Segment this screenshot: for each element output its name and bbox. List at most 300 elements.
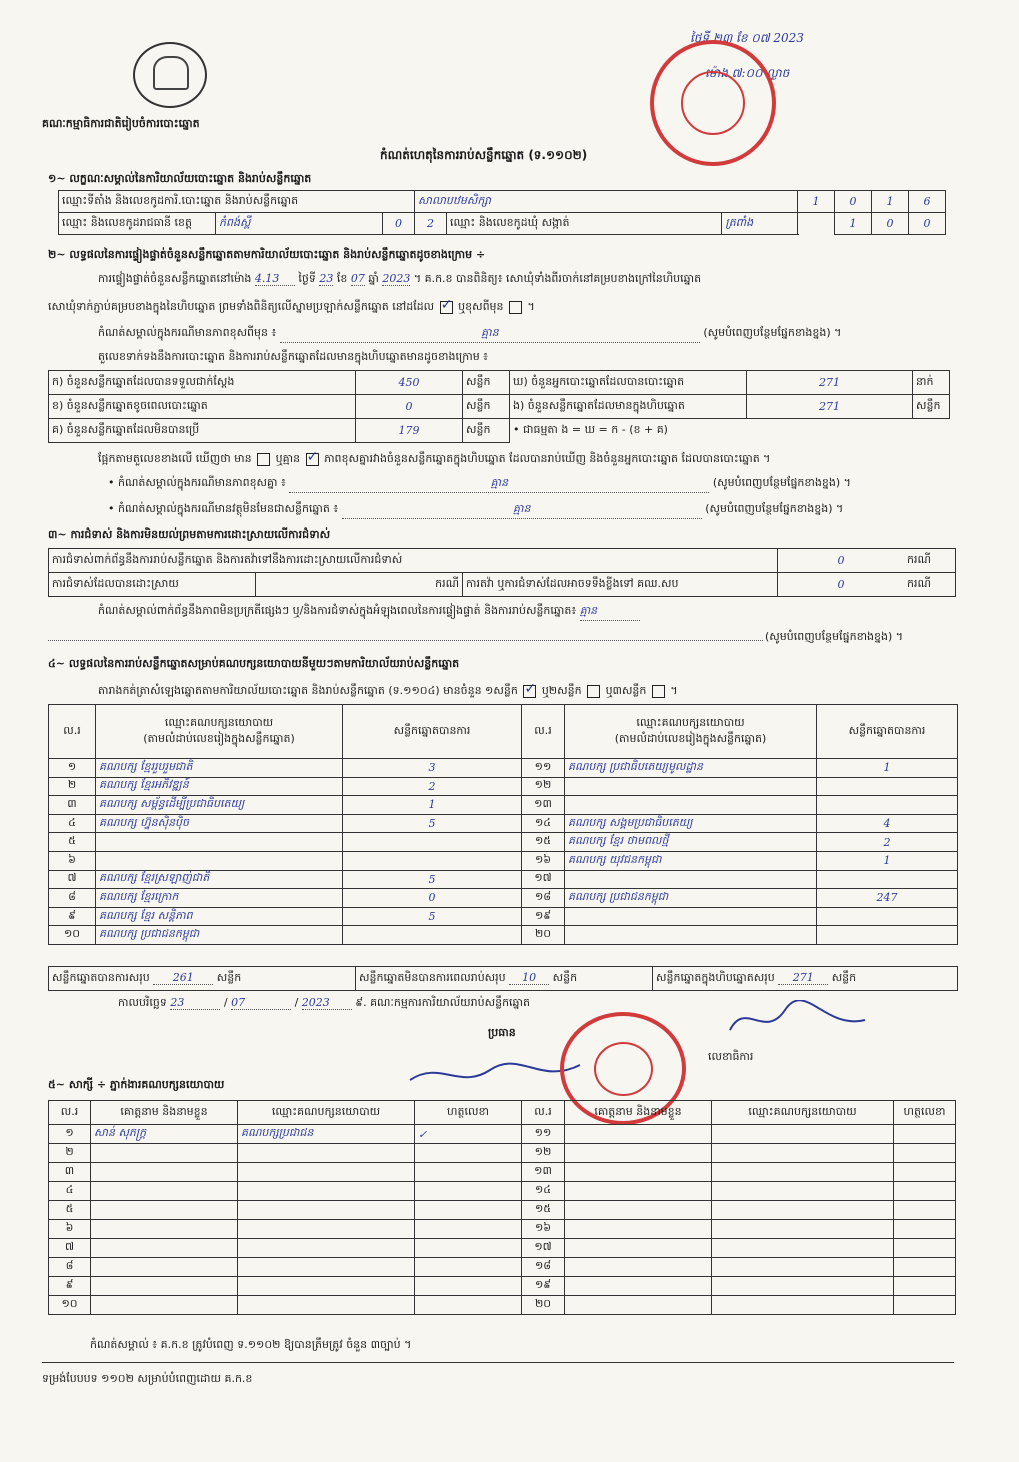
row-e-label: ង) ចំនួនសន្លឹកឆ្នោតដែលមានក្នុងហិបឆ្នោត xyxy=(510,395,747,419)
witness-row xyxy=(49,1144,956,1163)
section4-title: ៤~ លទ្ធផលនៃការរាប់សន្លឹកឆ្នោតសម្រាប់គណបក្សនយោបាយនីមួយៗតាមការិយាល័យរាប់សន្លឹកឆ្នោត xyxy=(48,657,460,670)
s1-row2-label: ឈ្មោះ និងលេខកូដរាជធានី ខេត្ត xyxy=(59,213,216,235)
s4-opt2: ឬ២សន្លឹក xyxy=(541,684,582,697)
witness-party xyxy=(712,1201,894,1220)
s1-code-cell: 2 xyxy=(415,213,447,235)
witness-row xyxy=(49,1125,956,1144)
date-month: 07 xyxy=(231,996,291,1010)
row-no: ៨ xyxy=(49,1258,91,1277)
formula: • ជាធម្មតា ង = ឃ = ក - (ខ + គ) xyxy=(513,422,668,436)
row-no: ១៥ xyxy=(522,833,565,852)
witness-signature xyxy=(415,1182,522,1201)
s2-note-value: គ្មាន xyxy=(280,326,700,343)
vote-count xyxy=(817,870,958,889)
row-no: ១១ xyxy=(522,759,565,778)
s4-date-line: កាលបរិច្ឆេទ 23 / 07 / 2023 ៩. គណៈកម្មការការិយាល័យរាប់សន្លឹកឆ្នោត xyxy=(118,996,531,1009)
s2-compare-line xyxy=(98,452,770,468)
witness-row xyxy=(49,1163,956,1182)
row-no: ១២ xyxy=(522,777,565,796)
s1-code-cell: 1 xyxy=(872,191,909,213)
witness-signature xyxy=(894,1277,956,1296)
witness-party xyxy=(238,1144,415,1163)
section2-title: ២~ លទ្ធផលនៃការផ្ទៀងផ្ទាត់ចំនួនសន្លឹកឆ្នោតតាមការិយាល័យបោះឆ្នោត និងរាប់សន្លឹកឆ្នោតដូចខាងក្រោម ÷ xyxy=(48,248,486,261)
s2-note3-value: គ្មាន xyxy=(342,502,702,519)
witness-party xyxy=(712,1182,894,1201)
row-no: ១៤ xyxy=(522,814,565,833)
result-row xyxy=(49,796,958,815)
col-party-sub: (តាមលំដាប់លេខរៀងក្នុងសន្លឹកឆ្នោត) xyxy=(614,731,767,745)
row-no: ១៣ xyxy=(522,796,565,815)
vote-count: 247 xyxy=(817,889,958,908)
col-name: គោត្តនាម និងនាមខ្លួន xyxy=(91,1101,238,1125)
s2-year-label: ឆ្នាំ xyxy=(368,272,379,285)
one-sheet-checkbox[interactable] xyxy=(523,685,536,698)
witness-party xyxy=(712,1220,894,1239)
witness-name xyxy=(565,1258,712,1277)
witness-party xyxy=(712,1144,894,1163)
result-row xyxy=(49,777,958,796)
witness-signature xyxy=(894,1220,956,1239)
date-year: 2023 xyxy=(302,996,352,1010)
witness-row xyxy=(49,1201,956,1220)
s1-code-cell: 0 xyxy=(835,191,872,213)
s3-hint: (សូមបំពេញបន្ថែមផ្នែកខាងខ្នង) ។ xyxy=(765,630,904,643)
s2-option-changed: ឬខុសពីមុន xyxy=(458,300,504,313)
s3-row1-label: ការជំទាស់ពាក់ព័ន្ធនឹងការរាប់សន្លឹកឆ្នោត និងការតវ៉ាទៅនឹងការដោះស្រាយលើការជំទាស់ xyxy=(49,549,778,573)
row-e-value: 271 xyxy=(747,395,913,419)
witness-party xyxy=(238,1220,415,1239)
s3-row2-label-b: ការតវ៉ា ឬការជំទាស់ដែលអាចទទឹងខ្លីងទៅ គឈ.សប xyxy=(463,573,778,597)
witness-party xyxy=(712,1239,894,1258)
s2-day-value: 23 xyxy=(319,272,334,285)
witness-name xyxy=(565,1296,712,1315)
col-party xyxy=(96,705,343,759)
party-name: គណបក្ស ខ្មែរ សន្តិភាព xyxy=(96,907,343,926)
top-handwritten-date: ថ្ងៃទី ២៣ ខែ ០៧ 2023 xyxy=(690,31,804,45)
witness-name xyxy=(565,1239,712,1258)
vote-count xyxy=(817,926,958,945)
col-no: ល.រ xyxy=(522,705,565,759)
total-box-unit: សន្លឹក xyxy=(831,970,857,984)
s2-sentence2: សោឃុំទាក់ភ្ជាប់គម្របខាងក្នុងនៃហិបឆ្នោត ព្រមទាំងពិនិត្យលើស្នាមប្រឡាក់សន្លឹកឆ្នោត នៅដដែល xyxy=(48,300,435,313)
row-no: ៧ xyxy=(49,1239,91,1258)
total-valid xyxy=(49,967,356,991)
s3-note-line xyxy=(98,604,640,621)
col-sign: ហត្ថលេខា xyxy=(415,1101,522,1125)
vote-count: 2 xyxy=(343,777,522,796)
s2-compare-3: ភាពខុសគ្នារវាងចំនួនសន្លឹកឆ្នោតក្នុងហិបឆ្នោត ដែលបានរាប់ឃើញ និងចំនួនអ្នកបោះឆ្នោត ដែលបានបោះឆ្នោត ។ xyxy=(324,452,771,465)
col-party-title: ឈ្មោះគណបក្សនយោបាយ xyxy=(636,715,745,729)
witness-signature xyxy=(415,1163,522,1182)
row-no: ១៩ xyxy=(522,1277,565,1296)
col-name: គោត្តនាម និងនាមខ្លួន xyxy=(565,1101,712,1125)
s1-code-cell: 0 xyxy=(383,213,415,235)
witness-row xyxy=(49,1258,956,1277)
s1-code-cell: 1 xyxy=(798,191,835,213)
witness-name xyxy=(565,1220,712,1239)
row-no: ២ xyxy=(49,1144,91,1163)
row-no: ៣ xyxy=(49,796,96,815)
col-no: ល.រ xyxy=(49,705,96,759)
s3-dotted-line xyxy=(48,640,763,641)
row-c-label: គ) ចំនួនសន្លឹកឆ្នោតដែលមិនបានប្រើ xyxy=(49,419,356,443)
witness-party xyxy=(712,1277,894,1296)
s2-time-sentence: ការផ្ទៀងផ្ទាត់ចំនួនសន្លឹកឆ្នោតនៅម៉ោង xyxy=(98,272,252,285)
witness-signature xyxy=(415,1201,522,1220)
vote-count xyxy=(343,926,522,945)
s1-row2-value: កំពង់ស្ពឺ xyxy=(216,213,383,235)
witness-party xyxy=(238,1296,415,1315)
org-name: គណៈកម្មាធិការជាតិរៀបចំការបោះឆ្នោត xyxy=(42,117,200,130)
col-party-sub: (តាមលំដាប់លេខរៀងក្នុងសន្លឹកឆ្នោត) xyxy=(143,731,295,745)
s2-month-value: 07 xyxy=(350,272,365,285)
row-c-unit: សន្លឹក xyxy=(463,419,510,443)
row-a-value: 450 xyxy=(356,371,463,395)
total-valid-unit: សន្លឹក xyxy=(216,970,242,984)
witness-signature xyxy=(894,1201,956,1220)
row-no: ១ xyxy=(49,1125,91,1144)
s1-code-cell: 6 xyxy=(909,191,946,213)
vote-count: 1 xyxy=(817,851,958,870)
footnote: កំណត់សម្គាល់ ៖ គ.ក.ខ ត្រូវបំពេញ ទ.១១០២ ឱ្យបានត្រឹមត្រូវ ចំនួន ៣ច្បាប់ ។ xyxy=(90,1338,412,1351)
s2-note-label: កំណត់សម្គាល់ក្នុងករណីមានភាពខុសពីមុន ៖ xyxy=(98,326,277,339)
s3-row1-value: 0 xyxy=(778,549,905,573)
witness-party xyxy=(238,1239,415,1258)
vote-count xyxy=(343,851,522,870)
total-valid-value: 261 xyxy=(153,971,213,985)
witness-name xyxy=(91,1258,238,1277)
result-row xyxy=(49,814,958,833)
s1-row2-label-b: ឈ្មោះ និងលេខកូដឃុំ សង្កាត់ xyxy=(447,213,722,235)
row-no: ៦ xyxy=(49,1220,91,1239)
s5-witness-table xyxy=(48,1100,956,1315)
witness-name xyxy=(565,1163,712,1182)
row-no: ១៦ xyxy=(522,851,565,870)
party-name: គណបក្ស ខ្មែរអភិវឌ្ឍន៍ xyxy=(96,777,343,796)
s2-year-value: 2023 xyxy=(382,272,411,285)
witness-name xyxy=(565,1277,712,1296)
witness-signature xyxy=(415,1144,522,1163)
bottom-form-note: ទម្រង់បែបបទ ១១០២ សម្រាប់បំពេញដោយ គ.ក.ខ xyxy=(42,1372,253,1385)
row-d-value: 271 xyxy=(747,371,913,395)
s3-note-label: កំណត់សម្គាល់ពាក់ព័ន្ធនឹងភាពមិនប្រក្រតីផ្សេងៗ ឬ/និងការជំទាស់ក្នុងអំឡុងពេលនៃការផ្ទៀងផ្ទាត់ និងការរាប់សន្លឹកឆ្នោត៖ xyxy=(98,604,577,617)
row-no: ៤ xyxy=(49,814,96,833)
row-no: ១១ xyxy=(522,1125,565,1144)
party-name xyxy=(565,796,817,815)
s2-intro-table: តួលេខទាក់ទងនឹងការបោះឆ្នោត និងការរាប់សន្លឹកឆ្នោតដែលមានក្នុងហិបឆ្នោតមានដូចខាងក្រោម ៖ xyxy=(98,350,489,363)
row-no: ១ xyxy=(49,759,96,778)
party-name: គណបក្ស ប្រជាធិបតេយ្យមូលដ្ឋាន xyxy=(565,759,817,778)
official-stamp-top xyxy=(650,40,776,166)
s1-code-cell: 1 xyxy=(835,213,872,235)
row-no: ១៩ xyxy=(522,907,565,926)
total-invalid-value: 10 xyxy=(509,971,549,985)
witness-name: សាន់ សុភក្ត្រ xyxy=(91,1125,238,1144)
witness-name xyxy=(91,1144,238,1163)
witness-party xyxy=(238,1201,415,1220)
s2-compare-1: ផ្អែកតាមតួលេខខាងលើ ឃើញថា មាន xyxy=(98,452,252,465)
total-box-label: សន្លឹកឆ្នោតក្នុងហិបឆ្នោតសរុប xyxy=(656,970,775,984)
witness-row xyxy=(49,1277,956,1296)
witness-row xyxy=(49,1182,956,1201)
witness-party xyxy=(238,1182,415,1201)
witness-signature xyxy=(894,1125,956,1144)
witness-signature xyxy=(894,1258,956,1277)
row-no: ៥ xyxy=(49,833,96,852)
result-row xyxy=(49,907,958,926)
s3-row2-label: ការជំទាស់ដែលបានដោះស្រាយ xyxy=(49,573,256,597)
row-no: ២ xyxy=(49,777,96,796)
witness-signature xyxy=(894,1296,956,1315)
witness-signature xyxy=(415,1277,522,1296)
row-no: ៥ xyxy=(49,1201,91,1220)
row-no: ១៥ xyxy=(522,1201,565,1220)
row-no: ១៧ xyxy=(522,870,565,889)
witness-party xyxy=(712,1163,894,1182)
row-no: ៤ xyxy=(49,1182,91,1201)
s2-sentence2-line: សោឃុំទាក់ភ្ជាប់គម្របខាងក្នុងនៃហិបឆ្នោត ព្រមទាំងពិនិត្យលើស្នាមប្រឡាក់សន្លឹកឆ្នោត នៅដដែល ✓ ឬខុសពីមុន ។ xyxy=(48,300,535,316)
s2-note-line xyxy=(98,326,958,343)
witness-name xyxy=(565,1182,712,1201)
vote-count: 2 xyxy=(817,833,958,852)
result-row xyxy=(49,889,958,908)
row-no: ១៧ xyxy=(522,1239,565,1258)
section3-table xyxy=(48,548,956,597)
witness-row xyxy=(49,1239,956,1258)
s3-row2-value-b: 0 xyxy=(778,573,905,597)
col-sign: ហត្ថលេខា xyxy=(894,1101,956,1125)
row-no: ១០ xyxy=(49,926,96,945)
witness-signature xyxy=(415,1239,522,1258)
witness-name xyxy=(91,1239,238,1258)
vote-count: 0 xyxy=(343,889,522,908)
witness-name xyxy=(565,1144,712,1163)
vote-count: 1 xyxy=(343,796,522,815)
s1-row1-label: ឈ្មោះទីតាំង និងលេខកូដការិ.បោះឆ្នោត និងរាប់សន្លឹកឆ្នោត xyxy=(59,191,415,213)
no-diff-checkbox[interactable] xyxy=(306,453,319,466)
vote-count xyxy=(817,907,958,926)
row-no: ៧ xyxy=(49,870,96,889)
row-no: ១៦ xyxy=(522,1220,565,1239)
col-votes: សន្លឹកឆ្នោតបានការ xyxy=(817,705,958,759)
party-name: គណបក្ស ហ្វ៊ុនស៊ិនប៉ិច xyxy=(96,814,343,833)
s2-note2-value: គ្មាន xyxy=(289,476,709,493)
row-b-unit: សន្លឹក xyxy=(463,395,510,419)
row-a-unit: សន្លឹក xyxy=(463,371,510,395)
row-b-label: ខ) ចំនួនសន្លឹកឆ្នោតខូចពេលបោះឆ្នោត xyxy=(49,395,356,419)
top-handwritten-time: ម៉ោង ៧:០០ ល្ងាច xyxy=(705,66,790,80)
changed-checkbox[interactable] xyxy=(509,301,522,314)
row-no: ៩ xyxy=(49,907,96,926)
row-no: ៦ xyxy=(49,851,96,870)
row-no: ១២ xyxy=(522,1144,565,1163)
party-name xyxy=(96,851,343,870)
party-name: គណបក្ស ខ្មែរក្រោក xyxy=(96,889,343,908)
s3-row1-unit: ករណី xyxy=(904,549,956,573)
secretary-label: លេខាធិការ xyxy=(708,1050,754,1063)
s2-note2-hint: (សូមបំពេញបន្ថែមផ្នែកខាងខ្នង) ។ xyxy=(712,476,851,489)
party-name: គណបក្ស សម្ព័ន្ធដើម្បីប្រជាធិបតេយ្យ xyxy=(96,796,343,815)
witness-party xyxy=(712,1296,894,1315)
witness-signature xyxy=(894,1144,956,1163)
party-name: គណបក្ស ខ្មែរស្រឡាញ់ជាតិ xyxy=(96,870,343,889)
s1-code-cell: 0 xyxy=(872,213,909,235)
s2-day-label: ថ្ងៃទី xyxy=(298,272,316,285)
row-no: ២០ xyxy=(522,1296,565,1315)
col-party xyxy=(565,705,817,759)
total-invalid-unit: សន្លឹក xyxy=(552,970,578,984)
row-d-unit: នាក់ xyxy=(913,371,950,395)
witness-name xyxy=(91,1182,238,1201)
vote-count xyxy=(343,833,522,852)
s2-sentence-tail: ។ គ.ក.ខ បានពិនិត្យ៖ សោឃុំទាំងពីរចាក់នៅគម្របខាងក្រៅនៃហិបឆ្នោត xyxy=(413,272,702,285)
witness-row xyxy=(49,1220,956,1239)
witness-name xyxy=(91,1277,238,1296)
col-no: ល.រ xyxy=(522,1101,565,1125)
same-checkbox[interactable] xyxy=(440,301,453,314)
party-name: គណបក្ស យុវជនកម្ពុជា xyxy=(565,851,817,870)
total-valid-label: សន្លឹកឆ្នោតបានការសរុប xyxy=(52,970,150,984)
vote-count: 3 xyxy=(343,759,522,778)
s2-note3-label: • កំណត់សម្គាល់ក្នុងករណីមានវត្ថុមិនមែនជាសន្លឹកឆ្នោត ៖ xyxy=(108,502,339,515)
date-label: កាលបរិច្ឆេទ xyxy=(118,996,167,1009)
date-day: 23 xyxy=(170,996,220,1010)
s1-row1-value: សាលាបឋមសិក្សា xyxy=(415,191,798,213)
vote-count xyxy=(817,777,958,796)
party-name xyxy=(565,907,817,926)
row-no: ១៨ xyxy=(522,1258,565,1277)
witness-name xyxy=(565,1201,712,1220)
row-no: ១០ xyxy=(49,1296,91,1315)
witness-name xyxy=(91,1201,238,1220)
section1-table xyxy=(58,190,946,235)
vote-count: 5 xyxy=(343,870,522,889)
s2-note3-line xyxy=(108,502,843,519)
two-sheet-checkbox[interactable] xyxy=(587,685,600,698)
party-name: គណបក្ស ប្រជាជនកម្ពុជា xyxy=(96,926,343,945)
s2-note3-hint: (សូមបំពេញបន្ថែមផ្នែកខាងខ្នង) ។ xyxy=(705,502,844,515)
vote-count: 1 xyxy=(817,759,958,778)
party-name xyxy=(565,926,817,945)
witness-signature xyxy=(415,1296,522,1315)
s2-note2-line xyxy=(108,476,851,493)
result-row xyxy=(49,926,958,945)
witness-signature xyxy=(415,1220,522,1239)
total-box xyxy=(653,967,958,991)
has-diff-checkbox[interactable] xyxy=(257,453,270,466)
s2-figures-table xyxy=(48,370,950,443)
vote-count: 4 xyxy=(817,814,958,833)
s4-intro: តារាងកត់ត្រាសំឡេងឆ្នោតតាមការិយាល័យបោះឆ្នោត និងរាប់សន្លឹកឆ្នោត (ទ.១១០៤) មានចំនួន ១សន្លឹក xyxy=(98,684,518,697)
s4-results-table xyxy=(48,704,958,945)
emblem-logo xyxy=(133,42,207,108)
row-d-label: ឃ) ចំនួនអ្នកបោះឆ្នោតដែលបានបោះឆ្នោត xyxy=(510,371,747,395)
row-b-value: 0 xyxy=(356,395,463,419)
row-no: ៨ xyxy=(49,889,96,908)
vote-count xyxy=(817,796,958,815)
total-box-value: 271 xyxy=(778,971,828,985)
doc-title: កំណត់ហេតុនៃការរាប់សន្លឹកឆ្នោត (ទ.១១០២) xyxy=(380,148,588,162)
committee-label: ៩. គណៈកម្មការការិយាល័យរាប់សន្លឹកឆ្នោត xyxy=(355,996,531,1009)
total-invalid xyxy=(356,967,653,991)
witness-signature: ✓ xyxy=(415,1125,522,1144)
s4-totals xyxy=(48,966,958,991)
col-party: ឈ្មោះគណបក្សនយោបាយ xyxy=(238,1101,415,1125)
s2-time-value: 4.13 xyxy=(255,272,295,286)
party-name: គណបក្ស ប្រជាជនកម្ពុជា xyxy=(565,889,817,908)
result-row xyxy=(49,833,958,852)
row-no: ៩ xyxy=(49,1277,91,1296)
witness-signature xyxy=(415,1258,522,1277)
col-no: ល.រ xyxy=(49,1101,91,1125)
witness-name xyxy=(91,1163,238,1182)
s3-row2-unit: ករណី xyxy=(256,573,463,597)
witness-signature xyxy=(894,1239,956,1258)
witness-signature xyxy=(894,1163,956,1182)
row-a-label: ក) ចំនួនសន្លឹកឆ្នោតដែលបានទទួលជាក់ស្តែង xyxy=(49,371,356,395)
s4-intro-line: តារាងកត់ត្រាសំឡេងឆ្នោតតាមការិយាល័យបោះឆ្នោត និងរាប់សន្លឹកឆ្នោត (ទ.១១០៤) មានចំនួន ១សន្លឹក ✓ ឬ២សន្លឹក ឬ៣សន្លឹក ។ xyxy=(98,684,678,700)
s1-row2-value-b: ត្រពាំង xyxy=(722,213,798,235)
party-name: គណបក្ស ខ្មែរ ថាមពលថ្មី xyxy=(565,833,817,852)
witness-name xyxy=(91,1220,238,1239)
witness-party: គណបក្សប្រជាជន xyxy=(238,1125,415,1144)
s3-row2-unit-b: ករណី xyxy=(904,573,956,597)
witness-party xyxy=(238,1277,415,1296)
party-name xyxy=(565,870,817,889)
witness-name xyxy=(91,1296,238,1315)
s3-note-value: គ្មាន xyxy=(580,604,640,621)
result-row xyxy=(49,851,958,870)
s2-month-label: ខែ xyxy=(336,272,348,285)
s2-note-hint: (សូមបំពេញបន្ថែមផ្នែកខាងខ្នង) ។ xyxy=(703,326,842,339)
col-party: ឈ្មោះគណបក្សនយោបាយ xyxy=(712,1101,894,1125)
total-invalid-label: សន្លឹកឆ្នោតមិនបានការពេលរាប់សរុប xyxy=(359,970,506,984)
witness-party xyxy=(238,1258,415,1277)
witness-row xyxy=(49,1296,956,1315)
s2-time-line xyxy=(98,272,968,288)
section1-title: ១~ លក្ខណៈសម្គាល់នៃការិយាល័យបោះឆ្នោត និងរាប់សន្លឹកឆ្នោត xyxy=(48,172,312,185)
s2-compare-2: ឬគ្មាន xyxy=(275,452,301,465)
party-name: គណបក្ស សង្គមប្រជាធិបតេយ្យ xyxy=(565,814,817,833)
secretary-signature xyxy=(725,1000,875,1040)
result-row xyxy=(49,759,958,778)
three-sheet-checkbox[interactable] xyxy=(652,685,665,698)
s4-opt3: ឬ៣សន្លឹក xyxy=(605,684,647,697)
witness-party xyxy=(712,1258,894,1277)
s2-note2-label: • កំណត់សម្គាល់ក្នុងករណីមានភាពខុសគ្នា ៖ xyxy=(108,476,286,489)
party-name xyxy=(565,777,817,796)
witness-party xyxy=(712,1125,894,1144)
row-no: ២០ xyxy=(522,926,565,945)
row-c-value: 179 xyxy=(356,419,463,443)
row-no: ១៣ xyxy=(522,1163,565,1182)
s1-code-cell: 0 xyxy=(909,213,946,235)
section3-title: ៣~ ការជំទាស់ និងការមិនយល់ព្រមតាមការដោះស្រាយលើការជំទាស់ xyxy=(48,528,331,541)
row-no: ១៤ xyxy=(522,1182,565,1201)
row-no: ៣ xyxy=(49,1163,91,1182)
section5-title: ៥~ សាក្សី ÷ ភ្នាក់ងារគណបក្សនយោបាយ xyxy=(48,1078,225,1091)
witness-signature xyxy=(894,1182,956,1201)
row-no: ១៨ xyxy=(522,889,565,908)
witness-party xyxy=(238,1163,415,1182)
bottom-divider xyxy=(42,1362,954,1363)
vote-count: 5 xyxy=(343,907,522,926)
party-name xyxy=(96,833,343,852)
row-e-unit: សន្លឹក xyxy=(913,395,950,419)
col-votes: សន្លឹកឆ្នោតបានការ xyxy=(343,705,522,759)
witness-name xyxy=(565,1125,712,1144)
vote-count: 5 xyxy=(343,814,522,833)
